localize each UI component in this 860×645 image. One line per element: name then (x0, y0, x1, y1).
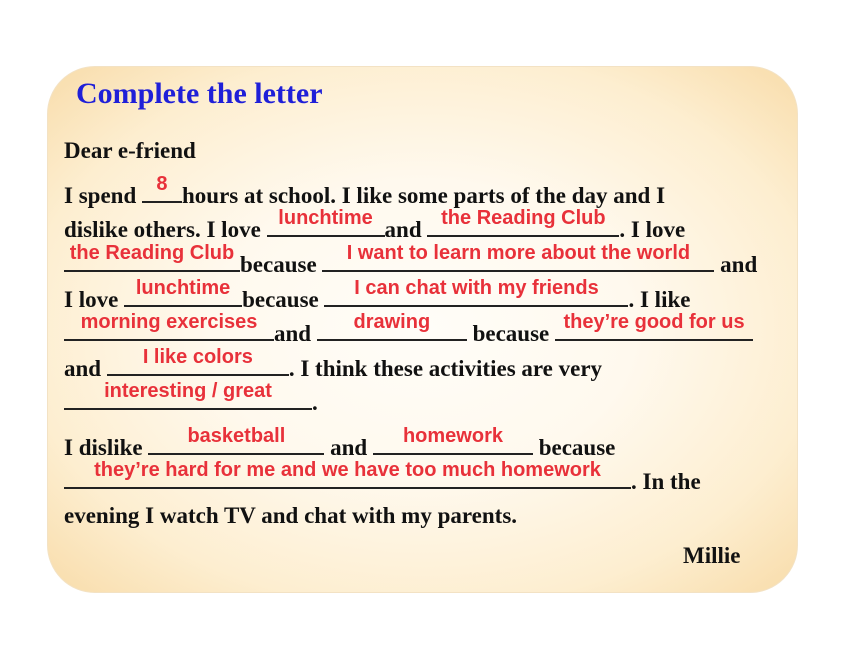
answer-text: the Reading Club (69, 242, 235, 264)
answer-text: they’re hard for me and we have too much homework (94, 459, 601, 481)
answer-blank[interactable] (124, 277, 242, 307)
answer-blank[interactable] (267, 207, 385, 237)
answer-blank[interactable] (148, 425, 324, 455)
answer-text: lunchtime (278, 207, 373, 229)
signature: Millie (683, 543, 741, 568)
answer-blank[interactable] (107, 346, 289, 376)
answer-blank[interactable] (322, 242, 714, 272)
answer-text: I like colors (142, 346, 253, 368)
letter-text: hours at school. I like some parts of the day and I (181, 183, 666, 208)
answer-text: lunchtime (135, 277, 231, 299)
letter-line-5 (64, 311, 753, 348)
letter-line-1 (64, 173, 666, 210)
letter-text: and (324, 435, 373, 460)
letter-text: dislike others. I love (64, 217, 267, 242)
letter-line-6 (64, 346, 603, 383)
letter-text: and (714, 252, 758, 277)
letter-text: I love (64, 287, 125, 312)
answer-text: drawing (353, 311, 431, 333)
letter-text: and (274, 321, 317, 346)
greeting: Dear e-friend (64, 138, 196, 163)
answer-text: I want to learn more about the world (346, 242, 691, 264)
answer-blank[interactable] (555, 311, 753, 341)
answer-text: I can chat with my friends (354, 277, 599, 299)
letter-text: . I think these activities are very (288, 356, 603, 381)
letter-text: . In the (631, 469, 701, 494)
letter-line-7 (64, 380, 318, 417)
letter-line-8 (64, 425, 616, 462)
answer-text: morning exercises (80, 311, 258, 333)
answer-text: interesting / great (104, 380, 272, 402)
letter-text: I spend (64, 183, 142, 208)
answer-blank[interactable] (317, 311, 467, 341)
answer-blank[interactable] (64, 459, 631, 489)
letter-line-2 (64, 207, 686, 244)
letter-text: I dislike (64, 435, 149, 460)
answer-blank[interactable] (427, 207, 619, 237)
letter-line-3 (64, 242, 758, 279)
letter-text: and (64, 356, 107, 381)
answer-text: basketball (187, 425, 286, 447)
answer-blank[interactable] (324, 277, 628, 307)
letter-text: because (532, 435, 616, 460)
letter-text: and (384, 217, 428, 242)
answer-text: they’re good for us (563, 311, 745, 333)
answer-text: the Reading Club (441, 207, 606, 229)
answer-text: homework (402, 425, 503, 447)
letter-text: because (466, 321, 556, 346)
letter-line-4 (64, 277, 691, 314)
answer-blank[interactable] (64, 311, 274, 341)
letter-text: . (312, 390, 318, 415)
letter-line-9 (64, 459, 701, 496)
answer-blank[interactable] (142, 173, 182, 203)
answer-text: 8 (156, 173, 168, 195)
answer-blank[interactable] (64, 380, 312, 410)
page-title: Complete the letter (76, 77, 323, 110)
answer-blank[interactable] (64, 242, 240, 272)
letter-text: . I love (619, 217, 686, 242)
letter-text: because (242, 287, 325, 312)
letter-text: because (240, 252, 323, 277)
letter-line-10: evening I watch TV and chat with my parents. (64, 503, 518, 528)
letter-text: . I like (628, 287, 691, 312)
answer-blank[interactable] (373, 425, 533, 455)
